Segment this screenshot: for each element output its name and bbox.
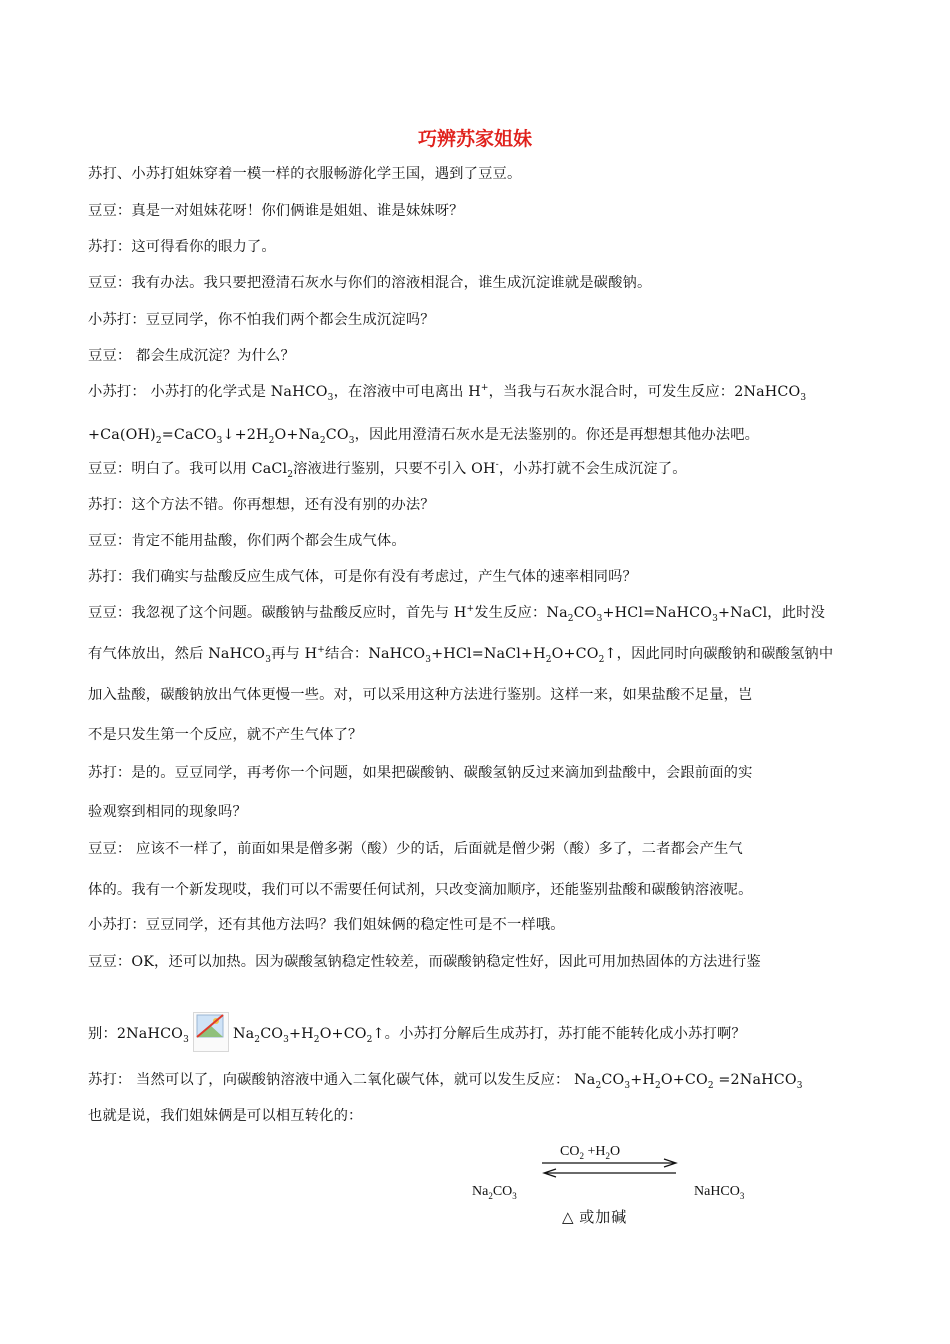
document-title: 巧辨苏家姐妹 bbox=[417, 128, 532, 150]
paragraph-line: 苏打、小苏打姐妹穿着一模一样的衣服畅游化学王国，遇到了豆豆。 bbox=[88, 166, 522, 182]
paragraph-line: 别：2NaHCO$_3$ $Na_2CO_3+H_2O+CO_2↑$。小苏打分解后生成苏打，苏打能不能转化成小苏打啊？ bbox=[88, 1012, 746, 1052]
arrow-bottom-label: △ 或加碱 bbox=[562, 1210, 628, 1226]
paragraph-line: 豆豆： 应该不一样了，前面如果是僧多粥（酸）少的话，后面就是僧少粥（酸）多了，二者都会产生气 bbox=[88, 841, 743, 857]
paragraph-line: 豆豆：我忽视了这个问题。碳酸钠与盐酸反应时，首先与 H+发生反应：$Na_2CO_3+HCl=NaHCO_3+NaCl$，此时没 bbox=[88, 604, 826, 624]
paragraph-line: 豆豆：我有办法。我只要把澄清石灰水与你们的溶液相混合，谁生成沉淀谁就是碳酸钠。 bbox=[88, 275, 652, 291]
paragraph-line: 小苏打：豆豆同学，你不怕我们两个都会生成沉淀吗？ bbox=[88, 312, 435, 328]
paragraph-line: 苏打：是的。豆豆同学，再考你一个问题，如果把碳酸钠、碳酸氢钠反过来滴加到盐酸中，会跟前面的实 bbox=[88, 765, 753, 781]
paragraph-line: 小苏打：豆豆同学，还有其他方法吗？我们姐妹俩的稳定性可是不一样哦。 bbox=[88, 917, 565, 933]
paragraph-line: 验观察到相同的现象吗？ bbox=[88, 804, 247, 820]
paragraph-line: $+Ca(OH)_2=CaCO_3↓+2H_2O+Na_2CO_3$，因此用澄清石灰水是无法鉴别的。你还是再想想其他办法吧。 bbox=[88, 427, 760, 446]
arrow-top-label: $CO_2 +H_2O$ bbox=[560, 1144, 621, 1161]
paragraph-line: 体的。我有一个新发现哎，我们可以不需要任何试剂，只改变滴加顺序，还能鉴别盐酸和碳酸钠溶液呢。 bbox=[88, 882, 753, 898]
conversion-diagram bbox=[470, 1138, 790, 1238]
sodium-carbonate-label: $Na_2CO_3$ bbox=[472, 1184, 517, 1201]
paragraph-line: 豆豆： 都会生成沉淀？为什么？ bbox=[88, 348, 295, 364]
paragraph-line: 有气体放出，然后 NaHCO$_3$再与 H+结合：$NaHCO_3+HCl=NaCl+H_2O+CO_2↑$，因此同时向碳酸钠和碳酸氢钠中 bbox=[88, 645, 834, 665]
paragraph-line: 豆豆：OK，还可以加热。因为碳酸氢钠稳定性较差，而碳酸钠稳定性好，因此可用加热固体的方法进行鉴 bbox=[88, 954, 761, 970]
broken-image-icon bbox=[193, 1012, 229, 1052]
paragraph-line: 豆豆：肯定不能用盐酸，你们两个都会生成气体。 bbox=[88, 533, 406, 549]
paragraph-line: 苏打：我们确实与盐酸反应生成气体，可是你有没有考虑过，产生气体的速率相同吗？ bbox=[88, 569, 637, 585]
paragraph-line: 豆豆：明白了。我可以用 CaCl$_2$溶液进行鉴别，只要不引入 OH-，小苏打就不会生成沉淀了。 bbox=[88, 460, 687, 480]
paragraph-line: 加入盐酸，碳酸钠放出气体更慢一些。对，可以采用这种方法进行鉴别。这样一来，如果盐酸不足量，岂 bbox=[88, 687, 753, 703]
paragraph-line: 苏打：这可得看你的眼力了。 bbox=[88, 239, 276, 255]
paragraph-line: 苏打： 当然可以了，向碳酸钠溶液中通入二氧化碳气体，就可以发生反应： $Na_2CO_3+H_2O+CO_2$ =2NaHCO$_3$ bbox=[88, 1072, 803, 1091]
conversion-arrows bbox=[540, 1158, 680, 1180]
paragraph-line: 也就是说，我们姐妹俩是可以相互转化的： bbox=[88, 1108, 363, 1124]
paragraph-line: 不是只发生第一个反应，就不产生气体了？ bbox=[88, 727, 363, 743]
paragraph-line: 苏打：这个方法不错。你再想想，还有没有别的办法？ bbox=[88, 497, 435, 513]
paragraph-line: 豆豆：真是一对姐妹花呀！你们俩谁是姐姐、谁是妹妹呀？ bbox=[88, 203, 464, 219]
sodium-bicarbonate-label: NaHCO$_3$ bbox=[694, 1184, 745, 1201]
paragraph-line: 小苏打： 小苏打的化学式是 NaHCO$_3$，在溶液中可电离出 H+，当我与石灰水混合时，可发生反应：2NaHCO$_3$ bbox=[88, 383, 807, 403]
